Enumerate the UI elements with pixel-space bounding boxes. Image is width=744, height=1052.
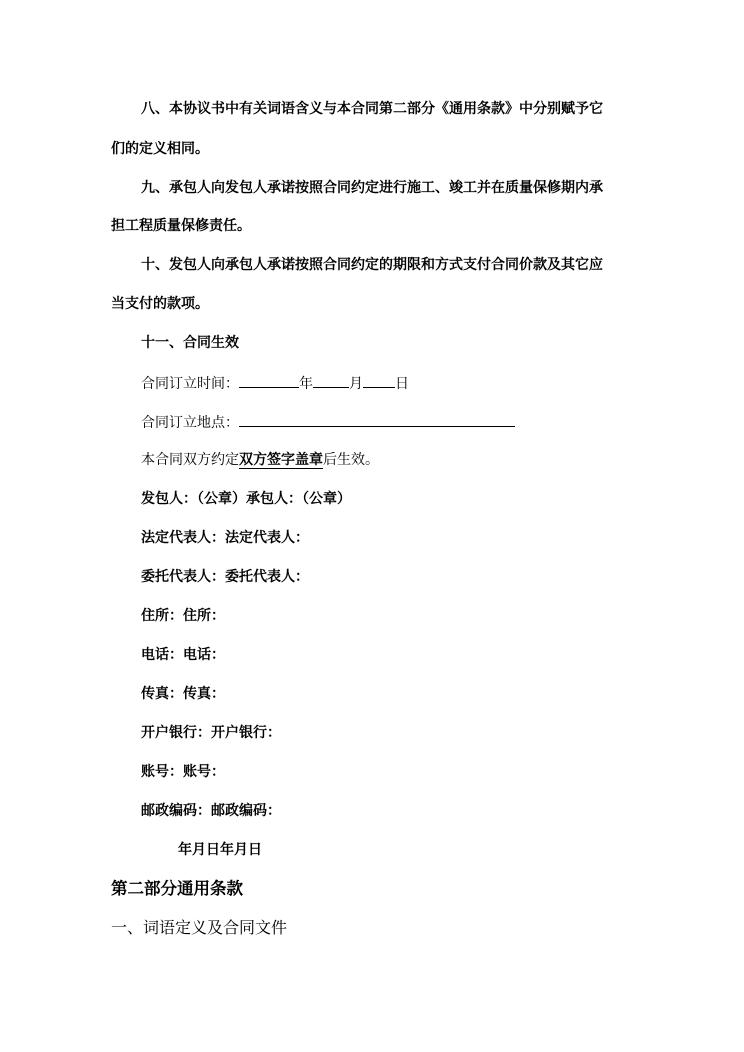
authorized-rep-row: 委托代表人：委托代表人： [141, 569, 309, 585]
effect-emphasis: 双方签字盖章 [239, 452, 323, 468]
year-blank [239, 373, 299, 388]
legal-rep-row: 法定代表人：法定代表人： [141, 530, 309, 546]
month-label: 月 [349, 376, 363, 392]
sign-time-row [141, 373, 409, 393]
parties-row: 发包人：（公章）承包人：（公章） [141, 491, 351, 507]
day-label: 日 [395, 376, 409, 392]
address-row: 住所：住所： [141, 608, 225, 624]
clause-11-title: 十一、合同生效 [141, 335, 239, 351]
year-label: 年 [299, 376, 313, 392]
clause-10-line-1: 十、发包人向承包人承诺按照合同约定的期限和方式支付合同价款及其它应 [141, 257, 603, 273]
clause-8-line-2: 们的定义相同。 [111, 141, 209, 157]
clause-8-line-1: 八、本协议书中有关词语含义与本合同第二部分《通用条款》中分别赋予它 [141, 101, 603, 117]
postcode-row: 邮政编码：邮政编码： [141, 803, 281, 819]
effect-prefix: 本合同双方约定 [141, 452, 239, 468]
clause-10-line-2: 当支付的款项。 [111, 296, 209, 312]
part-2-title: 第二部分通用条款 [111, 879, 243, 898]
sign-time-label: 合同订立时间： [141, 376, 239, 392]
fax-row: 传真：传真： [141, 686, 225, 702]
effect-clause [141, 451, 379, 469]
clause-9-line-2: 担工程质量保修责任。 [111, 218, 251, 234]
place-blank [239, 412, 515, 427]
clause-9-line-1: 九、承包人向发包人承诺按照合同约定进行施工、竣工并在质量保修期内承 [141, 180, 603, 196]
phone-row: 电话：电话： [141, 647, 225, 663]
account-row: 账号：账号： [141, 764, 225, 780]
sign-place-row [141, 412, 515, 432]
part-2-section-1-title: 一、词语定义及合同文件 [111, 918, 288, 937]
month-blank [313, 373, 349, 388]
bank-row: 开户银行：开户银行： [141, 725, 281, 741]
effect-suffix: 后生效。 [323, 452, 379, 468]
sign-place-label: 合同订立地点： [141, 415, 239, 431]
signature-date-row: 年月日年月日 [178, 842, 262, 858]
day-blank [363, 373, 395, 388]
